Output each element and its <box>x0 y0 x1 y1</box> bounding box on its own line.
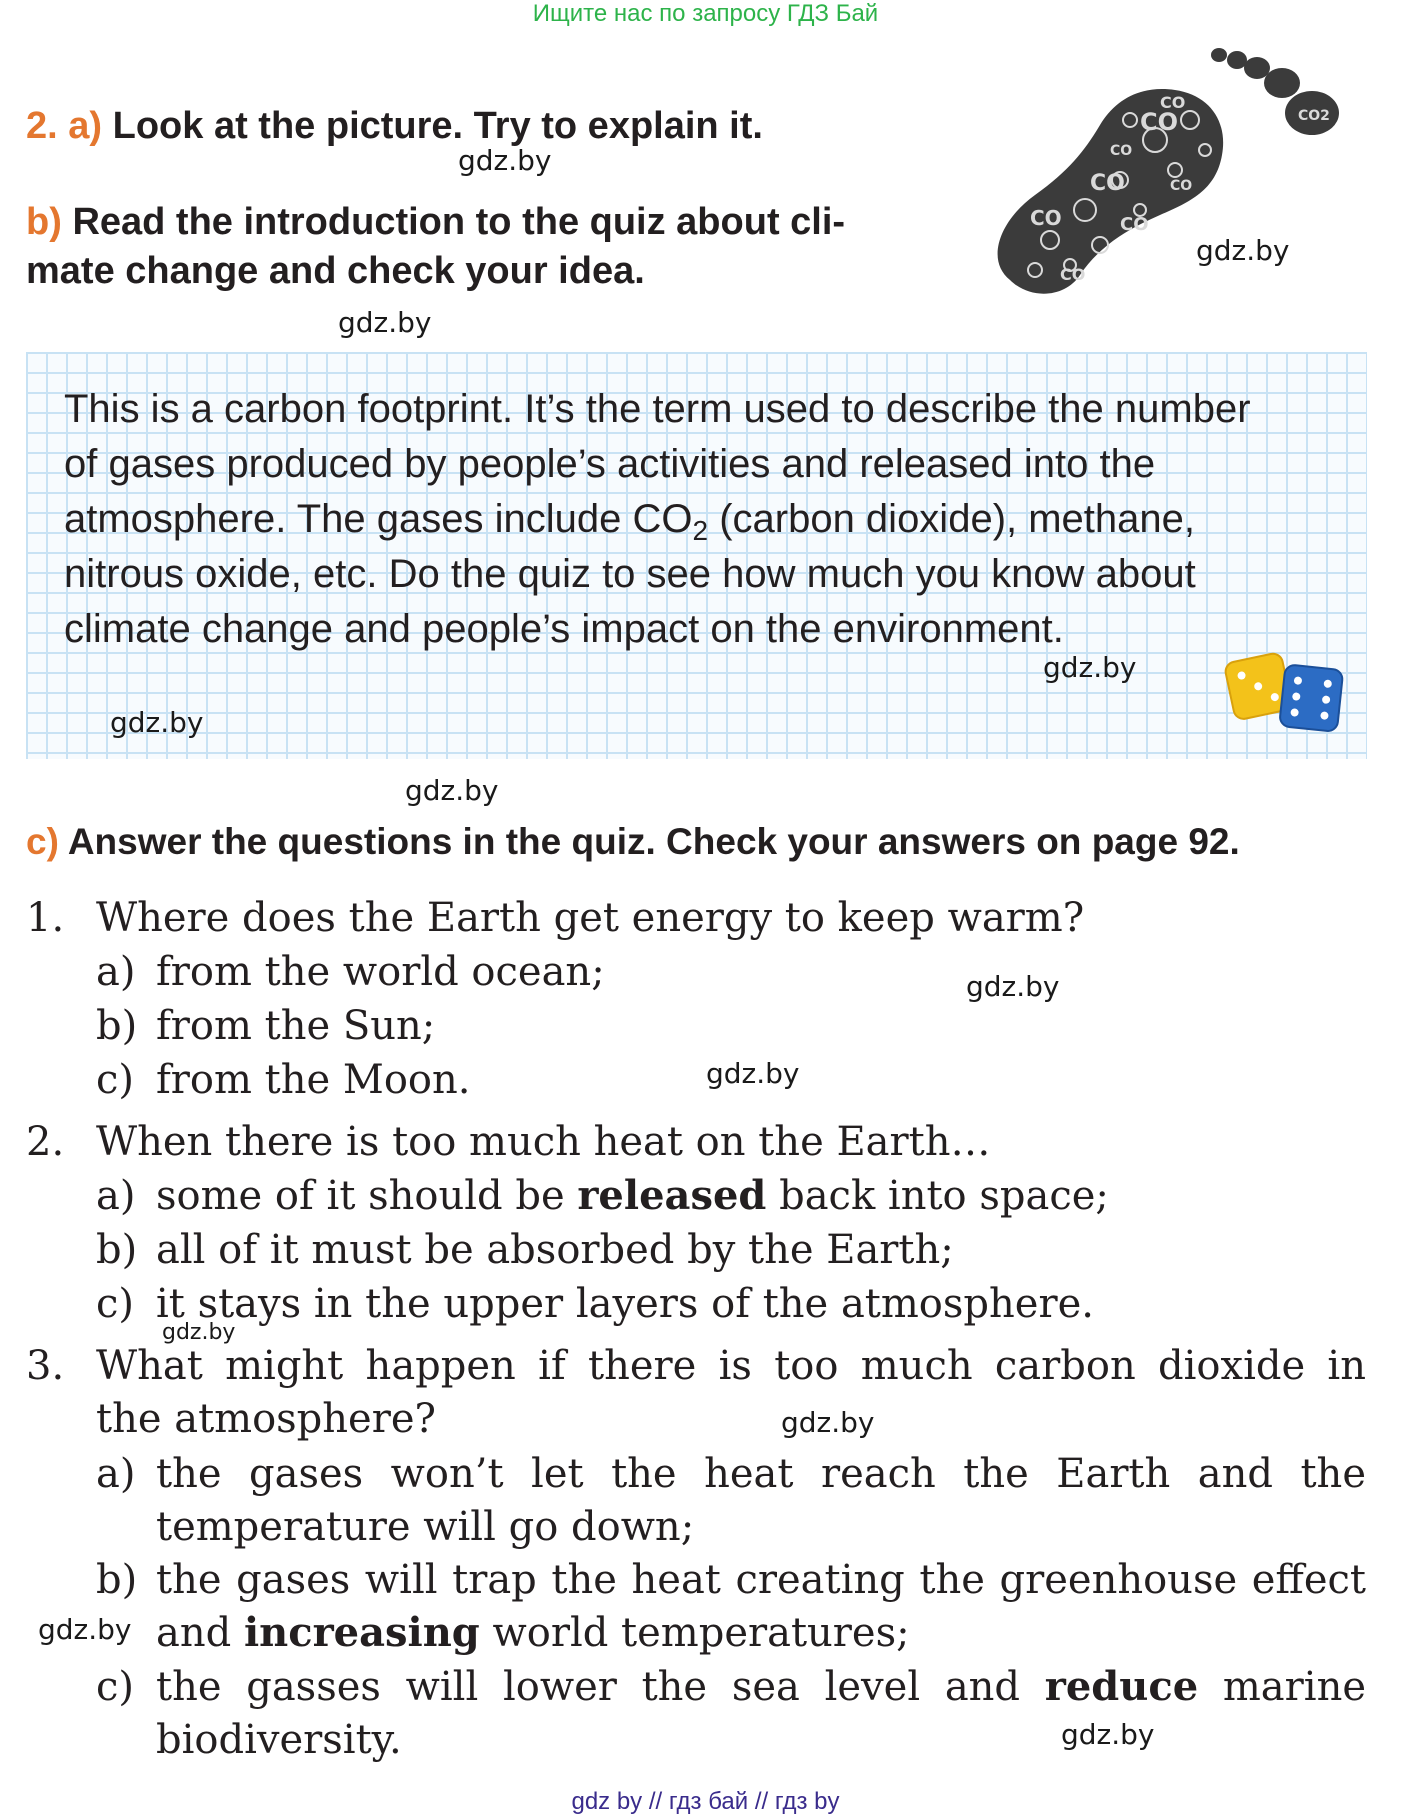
watermark: gdz.by <box>162 1320 236 1345</box>
watermark: gdz.by <box>458 144 552 177</box>
watermark: gdz.by <box>338 306 432 339</box>
task-b-line1: Read the introduction to the quiz about cli- <box>72 201 846 243</box>
svg-text:CO: CO <box>1140 108 1179 136</box>
option-text: the gasses will lower the sea level and reduce marine <box>156 1663 1366 1710</box>
option-text: and increasing world temperatures; <box>156 1609 910 1656</box>
intro-line: climate change and people’s impact on the environment. <box>64 607 1064 651</box>
intro-line: atmosphere. The gases include $CO_2$ (carbon dioxide), methane, <box>64 497 1196 546</box>
question-text: the atmosphere? <box>96 1396 436 1442</box>
footer-links[interactable]: gdz by // гдз бай // гдз by <box>571 1788 840 1815</box>
dice-icon <box>1220 645 1350 745</box>
intro-line: This is a carbon footprint. It’s the term used to describe the number <box>64 387 1251 431</box>
watermark: gdz.by <box>110 706 204 739</box>
option-label: c) <box>96 1057 135 1103</box>
task-a <box>26 102 763 151</box>
task-b-line2: mate change and check your idea. <box>26 250 645 292</box>
svg-text:CO: CO <box>1120 214 1149 235</box>
task-c <box>26 817 1240 866</box>
watermark: gdz.by <box>1196 234 1290 267</box>
watermark: gdz.by <box>706 1057 800 1090</box>
task-c-text: Answer the questions in the quiz. Check your answers on page 92. <box>67 821 1240 862</box>
option-label: b) <box>96 1557 138 1603</box>
option-label: c) <box>96 1281 135 1327</box>
option-text: it stays in the upper layers of the atmosphere. <box>156 1281 1094 1327</box>
option-text: all of it must be absorbed by the Earth; <box>156 1227 954 1273</box>
top-banner[interactable]: Ищите нас по запросу ГДЗ Бай <box>532 0 879 27</box>
task-c-label: c) <box>26 821 59 862</box>
question-text: When there is too much heat on the Earth… <box>96 1119 991 1165</box>
option-label: a) <box>96 1173 136 1219</box>
intro-line: nitrous oxide, etc. Do the quiz to see how much you know about <box>64 552 1196 596</box>
svg-text:CO: CO <box>1170 178 1193 194</box>
option-text: from the world ocean; <box>156 949 605 995</box>
question-text: What might happen if there is too much carbon dioxide in <box>96 1343 1366 1389</box>
question-number: 3. <box>26 1343 65 1389</box>
option-label: a) <box>96 1451 136 1497</box>
question-number: 2. <box>26 1119 65 1165</box>
footprint-label: CO2 <box>1298 108 1330 124</box>
option-label: b) <box>96 1227 138 1273</box>
svg-text:CO: CO <box>1160 93 1186 112</box>
option-text: the gases will trap the heat creating the greenhouse effect <box>156 1557 1366 1603</box>
option-label: c) <box>96 1664 135 1710</box>
watermark: gdz.by <box>966 970 1060 1003</box>
intro-text <box>64 382 1324 657</box>
option-text: from the Moon. <box>156 1057 471 1103</box>
option-text: the gases won’t let the heat reach the Earth and the <box>156 1451 1366 1497</box>
option-label: a) <box>96 949 136 995</box>
task-number: 2. <box>26 105 58 147</box>
task-a-text: Look at the picture. Try to explain it. <box>112 105 763 147</box>
task-a-label: a) <box>68 105 103 147</box>
task-b <box>26 198 845 247</box>
watermark: gdz.by <box>1061 1718 1155 1751</box>
option-text: biodiversity. <box>156 1717 402 1763</box>
svg-text:CO: CO <box>1110 143 1133 159</box>
watermark: gdz.by <box>405 774 499 807</box>
svg-text:CO: CO <box>1090 171 1125 196</box>
intro-line: of gases produced by people’s activities and released into the <box>64 442 1156 486</box>
watermark: gdz.by <box>781 1406 875 1439</box>
watermark: gdz.by <box>38 1613 132 1646</box>
svg-text:CO: CO <box>1060 265 1086 284</box>
question-text: Where does the Earth get energy to keep warm? <box>96 895 1085 941</box>
option-label: b) <box>96 1003 138 1049</box>
svg-text:CO: CO <box>1030 206 1062 230</box>
question-number: 1. <box>26 895 65 941</box>
option-text: temperature will go down; <box>156 1504 695 1550</box>
option-text: from the Sun; <box>156 1003 436 1049</box>
carbon-footprint-icon <box>990 30 1360 310</box>
task-b-label: b) <box>26 201 62 243</box>
option-text: some of it should be released back into space; <box>156 1172 1109 1219</box>
watermark: gdz.by <box>1043 651 1137 684</box>
